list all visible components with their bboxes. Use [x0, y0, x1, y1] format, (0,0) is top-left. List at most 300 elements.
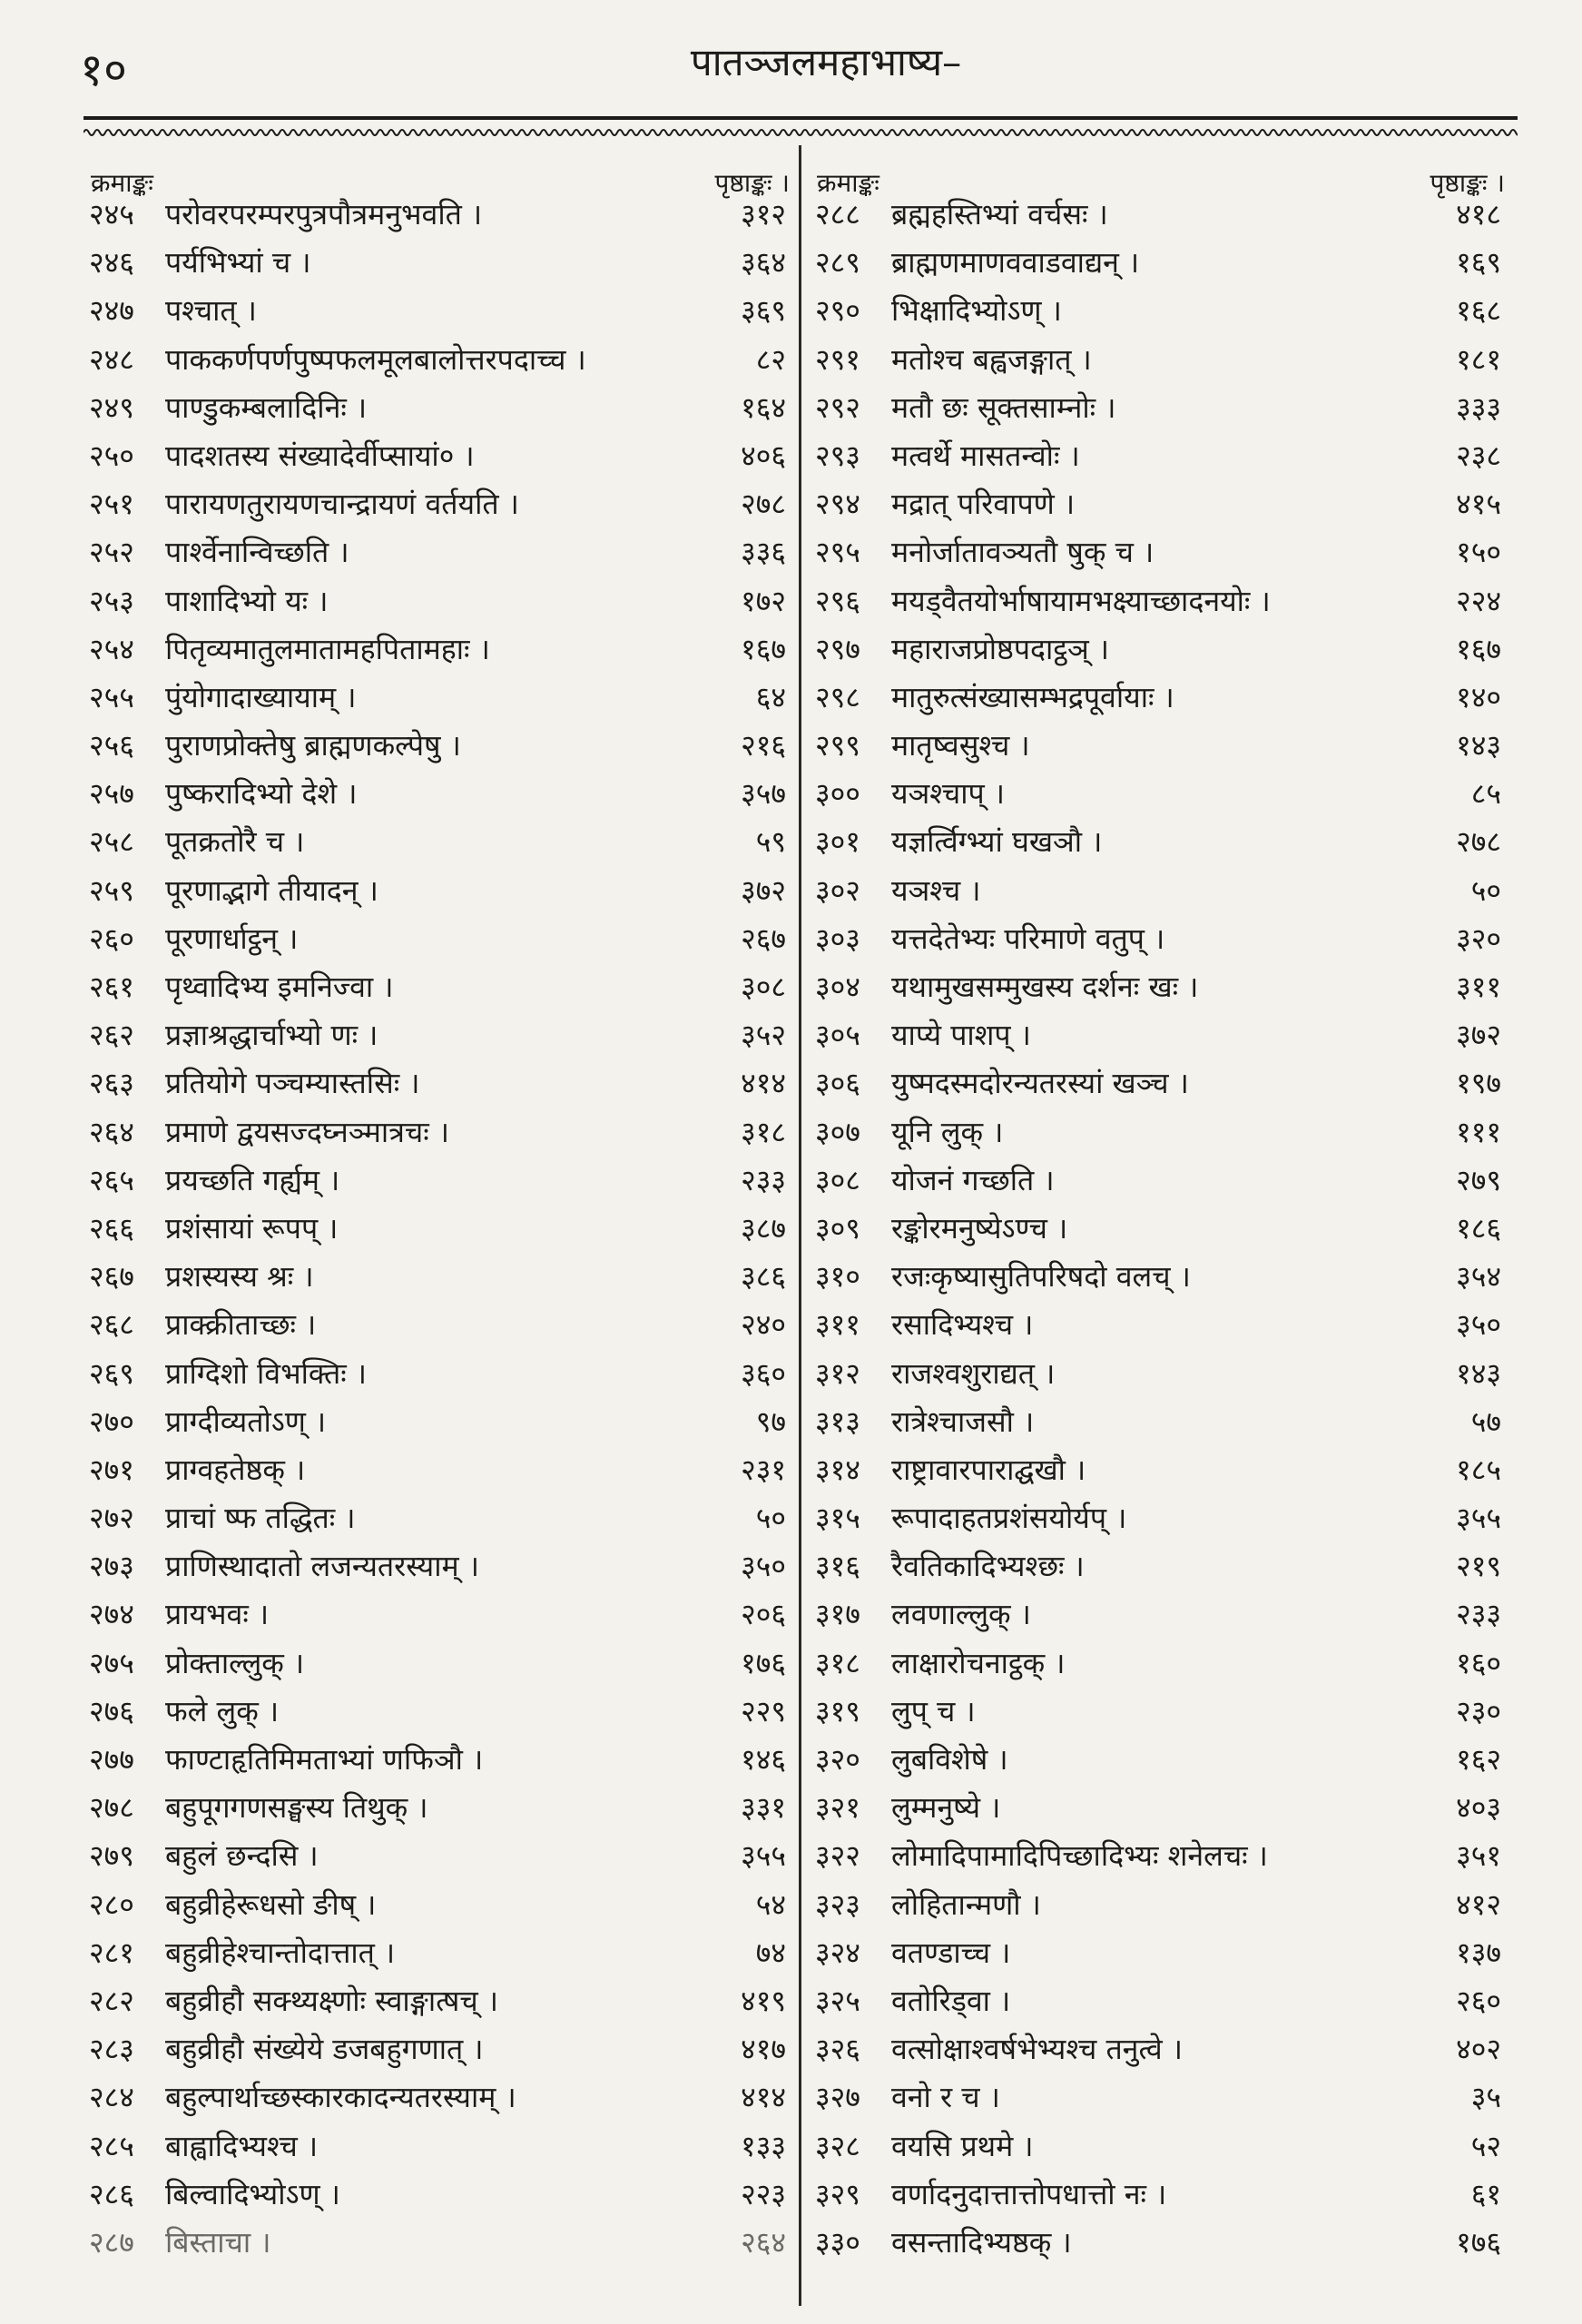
entry-number: २६२: [89, 1018, 134, 1053]
entry-sutra: पर्यभिभ्यां च ।: [165, 245, 311, 281]
entry-page: ३६४: [741, 245, 786, 281]
index-entry: [84, 818, 802, 866]
index-entry: [810, 336, 1518, 384]
entry-number: ३१३: [815, 1403, 860, 1439]
index-entry: [84, 1832, 802, 1880]
index-entry: [810, 2073, 1518, 2122]
entry-sutra: प्राचां ष्फ तद्धितः ।: [165, 1501, 356, 1536]
index-entry: [810, 287, 1518, 335]
entry-sutra: लोहितान्मणौ ।: [891, 1886, 1041, 1922]
entry-number: २९८: [815, 679, 860, 714]
serial-header: क्रमाङ्कः: [817, 168, 879, 198]
entry-page: २३८: [1456, 438, 1501, 473]
entry-sutra: मतौ छः सूक्तसाम्नोः ।: [891, 389, 1116, 425]
index-entry: [84, 1688, 802, 1736]
entry-number: २४८: [89, 341, 134, 377]
entry-sutra: पारायणतुरायणचान्द्रायणं वर्तयति ।: [165, 487, 519, 522]
entry-page: ८५: [1470, 776, 1501, 812]
entry-sutra: बहुल्पार्थाच्छस्कारकादन्यतरस्याम् ।: [165, 2080, 516, 2115]
index-entry: [84, 480, 802, 528]
entry-page: १४०: [1456, 679, 1501, 714]
entry-number: २९९: [815, 728, 860, 763]
entry-sutra: पुष्करादिभ्यो देशे ।: [165, 776, 358, 812]
index-entry: [810, 239, 1518, 287]
entry-number: २६८: [89, 1307, 134, 1343]
entry-page: ३३६: [741, 535, 786, 570]
entry-page: ४१५: [1456, 487, 1501, 522]
entry-sutra: महाराजप्रोष्ठपदाट्ठञ् ।: [891, 631, 1110, 666]
entry-number: २७१: [89, 1452, 134, 1487]
entry-number: २४५: [89, 197, 134, 231]
entry-page: २१९: [1456, 1549, 1501, 1584]
entry-sutra: मातुरुत्संख्यासम्भद्रपूर्वायाः ।: [891, 679, 1174, 714]
entry-number: २७८: [89, 1790, 134, 1826]
entry-sutra: मतोश्च बह्वजङ्गात् ।: [891, 341, 1092, 377]
index-entry: [84, 239, 802, 287]
running-title: पातञ्जलमहाभाष्य–: [690, 40, 962, 84]
entry-number: २७९: [89, 1838, 134, 1874]
entry-number: ३१६: [815, 1549, 860, 1584]
index-entry: [810, 1832, 1518, 1880]
page-number: १०: [80, 44, 127, 96]
entry-page: ३१८: [741, 1114, 786, 1149]
index-entry: [810, 1205, 1518, 1253]
entry-number: २८८: [815, 197, 860, 231]
index-entry: [84, 722, 802, 770]
entry-number: ३०२: [815, 872, 860, 908]
entry-number: २६३: [89, 1066, 134, 1101]
entry-sutra: लुबविशेषे ।: [891, 1742, 1008, 1777]
entry-number: २५६: [89, 728, 134, 763]
entry-page: ९७: [755, 1403, 786, 1439]
entry-page: १३३: [741, 2128, 786, 2163]
index-entry: [84, 1640, 802, 1688]
entry-page: ८२: [755, 341, 786, 377]
entry-sutra: ब्राह्मणमाणववाडवाद्यन् ।: [891, 245, 1140, 281]
entry-number: २९१: [815, 341, 860, 377]
entry-number: २६०: [89, 921, 134, 956]
entry-number: ३१७: [815, 1597, 860, 1632]
entry-page: ३२०: [1456, 921, 1501, 956]
entry-sutra: लुम्मनुष्ये ।: [891, 1790, 1001, 1826]
entry-number: ३०१: [815, 824, 860, 860]
entry-page: २३३: [1456, 1597, 1501, 1632]
entry-number: २४६: [89, 245, 134, 281]
entry-number: २७५: [89, 1645, 134, 1680]
entry-number: ३१२: [815, 1355, 860, 1391]
entry-page: २३०: [1456, 1693, 1501, 1728]
index-entry: [810, 2171, 1518, 2219]
entry-page: ४१९: [741, 1983, 786, 2018]
entry-page: २६४: [741, 2224, 786, 2260]
entry-sutra: प्रशंसायां रूपप् ।: [165, 1210, 339, 1246]
entry-page: ३५७: [741, 776, 786, 812]
entry-number: २४७: [89, 293, 134, 329]
index-entry: [84, 1590, 802, 1639]
entry-page: १६८: [1456, 293, 1501, 329]
index-entry: [84, 770, 802, 818]
entry-number: २७२: [89, 1501, 134, 1536]
left-rows: [84, 191, 802, 2267]
entry-page: ३६०: [741, 1355, 786, 1391]
entry-sutra: रजःकृष्यासुतिपरिषदो वलच् ।: [891, 1259, 1191, 1295]
entry-page: ५७: [1470, 1403, 1501, 1439]
index-entry: [810, 770, 1518, 818]
entry-page: ४१७: [741, 2032, 786, 2067]
entry-sutra: ब्रह्महस्तिभ्यां वर्चसः ।: [891, 197, 1108, 231]
index-entry: [810, 1398, 1518, 1446]
entry-sutra: प्राक्क्रीताच्छः ।: [165, 1307, 317, 1343]
entry-page: ४१४: [741, 2080, 786, 2115]
entry-sutra: पूतक्रतोरै च ।: [165, 824, 305, 860]
entry-page: ५९: [755, 824, 786, 860]
entry-number: ३०७: [815, 1114, 860, 1149]
index-entry: [810, 384, 1518, 432]
entry-sutra: वनो र च ।: [891, 2080, 1000, 2115]
entry-page: ३५०: [1456, 1307, 1501, 1343]
entry-number: २९६: [815, 583, 860, 618]
entry-sutra: लुप् च ।: [891, 1693, 976, 1728]
index-entry: [810, 818, 1518, 866]
entry-page: २२३: [741, 2176, 786, 2211]
entry-page: १६०: [1456, 1645, 1501, 1680]
entry-number: २८४: [89, 2080, 134, 2115]
index-entry: [84, 1011, 802, 1059]
entry-sutra: मनोर्जातावञ्यतौ षुक् च ।: [891, 535, 1155, 570]
entry-sutra: योजनं गच्छति ।: [891, 1162, 1055, 1197]
entry-page: १३७: [1456, 1935, 1501, 1970]
entry-sutra: वर्णादनुदात्तात्तोपधात्तो नः ।: [891, 2176, 1167, 2211]
entry-number: २४९: [89, 389, 134, 425]
entry-number: २५१: [89, 487, 134, 522]
index-entry: [810, 1011, 1518, 1059]
entry-page: १७६: [741, 1645, 786, 1680]
entry-page: २७८: [1456, 824, 1501, 860]
entry-number: ३१०: [815, 1259, 860, 1295]
index-entry: [810, 625, 1518, 674]
index-entry: [84, 1977, 802, 2025]
index-entry: [84, 1494, 802, 1542]
entry-number: ३२३: [815, 1886, 860, 1922]
entry-number: २५७: [89, 776, 134, 812]
index-entry: [84, 2025, 802, 2073]
entry-number: ३०९: [815, 1210, 860, 1246]
entry-page: १४६: [741, 1742, 786, 1777]
entry-sutra: पुंयोगादाख्यायाम् ।: [165, 679, 357, 714]
entry-number: २८७: [89, 2224, 134, 2260]
index-entry: [810, 1494, 1518, 1542]
entry-page: ३३३: [1456, 389, 1501, 425]
entry-number: २८२: [89, 1983, 134, 2018]
entry-number: ३२०: [815, 1742, 860, 1777]
entry-page: १४३: [1456, 728, 1501, 763]
entry-page: २७९: [1456, 1162, 1501, 1197]
entry-sutra: बहुव्रीहौ संख्येये डजबहुगणात् ।: [165, 2032, 484, 2067]
entry-number: २५४: [89, 631, 134, 666]
entry-sutra: पितृव्यमातुलमातामहपितामहाः ।: [165, 631, 490, 666]
index-entry: [810, 1542, 1518, 1590]
entry-sutra: प्रमाणे द्वयसज्दघ्नञ्मात्रचः ।: [165, 1114, 449, 1149]
entry-page: १५०: [1456, 535, 1501, 570]
entry-sutra: पश्चात् ।: [165, 293, 257, 329]
index-entry: [84, 1253, 802, 1301]
entry-page: ४१८: [1456, 197, 1501, 231]
index-entry: [810, 432, 1518, 480]
entry-page: ३५०: [741, 1549, 786, 1584]
index-entry: [810, 674, 1518, 722]
index-entry: [84, 384, 802, 432]
entry-number: ३३०: [815, 2224, 860, 2260]
entry-number: ३२४: [815, 1935, 860, 1970]
entry-sutra: युष्मदस्मदोरन्यतरस्यां खञ्च ।: [891, 1066, 1189, 1101]
entry-number: ३१४: [815, 1452, 860, 1487]
serial-header: क्रमाङ्कः: [91, 168, 153, 198]
entry-sutra: पृथ्वादिभ्य इमनिज्वा ।: [165, 970, 394, 1004]
index-entry: [84, 1881, 802, 1929]
entry-sutra: बिस्ताचा ।: [165, 2224, 271, 2260]
entry-page: १७६: [1456, 2224, 1501, 2260]
entry-sutra: रात्रेश्चाजसौ ।: [891, 1403, 1035, 1439]
entry-number: ३२८: [815, 2128, 860, 2163]
index-entry: [810, 1590, 1518, 1639]
entry-number: ३१५: [815, 1501, 860, 1536]
entry-page: ३७२: [1456, 1018, 1501, 1053]
entry-number: ३२६: [815, 2032, 860, 2067]
entry-page: २३३: [741, 1162, 786, 1197]
entry-sutra: प्रज्ञाश्रद्धार्चाभ्यो णः ।: [165, 1018, 378, 1053]
entry-sutra: लाक्षारोचनाट्ठक् ।: [891, 1645, 1066, 1680]
entry-number: २९७: [815, 631, 860, 666]
entry-sutra: रसादिभ्यश्च ।: [891, 1307, 1034, 1343]
index-entry: [810, 480, 1518, 528]
entry-number: ३०३: [815, 921, 860, 956]
page-header-label: पृष्ठाङ्कः ।: [714, 168, 790, 198]
entry-sutra: पार्श्वेनान्विच्छति ।: [165, 535, 349, 570]
entry-number: २८६: [89, 2176, 134, 2211]
entry-number: २७०: [89, 1403, 134, 1439]
entry-page: ५२: [1470, 2128, 1501, 2163]
index-entry: [810, 577, 1518, 625]
entry-number: २६५: [89, 1162, 134, 1197]
entry-number: २६१: [89, 970, 134, 1004]
header-rule: [84, 116, 1518, 120]
entry-number: २७६: [89, 1693, 134, 1728]
index-entry: [810, 1350, 1518, 1398]
entry-sutra: वतण्डाच्च ।: [891, 1935, 1011, 1970]
entry-number: ३२२: [815, 1838, 860, 1874]
entry-sutra: यञश्चाप् ।: [891, 776, 1005, 812]
entry-page: ३५५: [1456, 1501, 1501, 1536]
index-entry: [810, 1977, 1518, 2025]
entry-sutra: पाशादिभ्यो यः ।: [165, 583, 329, 618]
entry-number: २६७: [89, 1259, 134, 1295]
index-entry: [84, 1301, 802, 1349]
index-entry: [810, 1929, 1518, 1977]
index-entry: [84, 1446, 802, 1494]
right-rows: [810, 191, 1518, 2267]
index-entry: [810, 1640, 1518, 1688]
index-entry: [84, 674, 802, 722]
entry-number: २७७: [89, 1742, 134, 1777]
index-entry: [84, 1108, 802, 1157]
entry-page: ७४: [755, 1935, 786, 1970]
entry-sutra: बिल्वादिभ्योऽण् ।: [165, 2176, 340, 2211]
index-entry: [84, 1157, 802, 1205]
column-divider: [799, 145, 801, 2306]
index-entry: [84, 1784, 802, 1832]
entry-number: २५०: [89, 438, 134, 473]
entry-page: ३११: [1456, 970, 1501, 1004]
entry-sutra: पाण्डुकम्बलादिनिः ।: [165, 389, 368, 425]
entry-number: ३२९: [815, 2176, 860, 2211]
index-columns: [84, 136, 1518, 2306]
entry-sutra: प्रयच्छति गर्ह्यम् ।: [165, 1162, 340, 1197]
index-entry: [810, 1736, 1518, 1784]
entry-number: ३२१: [815, 1790, 860, 1826]
entry-number: २५५: [89, 679, 134, 714]
entry-number: २९२: [815, 389, 860, 425]
index-entry: [810, 1157, 1518, 1205]
index-entry: [84, 577, 802, 625]
index-entry: [84, 1929, 802, 1977]
entry-page: २४०: [741, 1307, 786, 1343]
index-entry: [84, 1350, 802, 1398]
entry-page: ३५१: [1456, 1838, 1501, 1874]
index-entry: [84, 432, 802, 480]
entry-number: ३०४: [815, 970, 860, 1004]
entry-number: ३२७: [815, 2080, 860, 2115]
index-entry: [84, 287, 802, 335]
index-entry: [84, 528, 802, 576]
index-entry: [810, 1446, 1518, 1494]
entry-sutra: यज्ञर्त्विग्भ्यां घखञौ ।: [891, 824, 1103, 860]
entry-sutra: पुराणप्रोक्तेषु ब्राह्मणकल्पेषु ।: [165, 728, 461, 763]
entry-number: २८९: [815, 245, 860, 281]
entry-page: २३१: [741, 1452, 786, 1487]
entry-number: २६४: [89, 1114, 134, 1149]
entry-page: १६४: [741, 389, 786, 425]
entry-sutra: बहुव्रीहेश्चान्तोदात्तात् ।: [165, 1935, 396, 1970]
entry-sutra: प्रायभवः ।: [165, 1597, 270, 1632]
index-entry: [810, 963, 1518, 1011]
index-entry: [810, 2025, 1518, 2073]
left-column-header: [84, 136, 802, 198]
index-entry: [810, 915, 1518, 963]
entry-sutra: प्राणिस्थादातो लजन्यतरस्याम् ।: [165, 1549, 479, 1584]
entry-page: २७८: [741, 487, 786, 522]
entry-page: ३६९: [741, 293, 786, 329]
entry-page: २२४: [1456, 583, 1501, 618]
entry-page: ३५४: [1456, 1259, 1501, 1295]
entry-sutra: बहुव्रीहौ सक्थ्यक्ष्णोः स्वाङ्गात्षच् ।: [165, 1983, 498, 2018]
index-entry: [84, 1736, 802, 1784]
index-entry: [84, 336, 802, 384]
index-entry: [810, 191, 1518, 239]
entry-sutra: पाककर्णपर्णपुष्पफलमूलबालोत्तरपदाच्च ।: [165, 341, 586, 377]
index-entry: [84, 2122, 802, 2171]
entry-sutra: बहुपूगगणसङ्घस्य तिथुक् ।: [165, 1790, 428, 1826]
entry-page: ३५२: [741, 1018, 786, 1053]
entry-page: १६२: [1456, 1742, 1501, 1777]
entry-page: ४०६: [741, 438, 786, 473]
entry-number: ३११: [815, 1307, 860, 1343]
entry-sutra: लोमादिपामादिपिच्छादिभ्यः शनेलचः ।: [891, 1838, 1268, 1874]
entry-page: २१६: [741, 728, 786, 763]
entry-number: २८०: [89, 1886, 134, 1922]
entry-number: २९०: [815, 293, 860, 329]
index-entry: [810, 867, 1518, 915]
index-entry: [84, 2171, 802, 2219]
entry-number: २७४: [89, 1597, 134, 1632]
entry-sutra: प्रोक्ताल्लुक् ।: [165, 1645, 305, 1680]
entry-sutra: राजश्वशुराद्यत् ।: [891, 1355, 1056, 1391]
entry-sutra: यञश्च ।: [891, 872, 981, 908]
entry-page: ३८६: [741, 1259, 786, 1295]
entry-sutra: राष्ट्रावारपाराद्घखौ ।: [891, 1452, 1086, 1487]
entry-page: १६७: [741, 631, 786, 666]
index-entry: [810, 528, 1518, 576]
entry-page: ५०: [1470, 872, 1501, 908]
index-entry: [810, 1784, 1518, 1832]
index-entry: [810, 1301, 1518, 1349]
entry-page: ३१२: [741, 197, 786, 231]
entry-sutra: पादशतस्य संख्यादेर्वीप्सायां० ।: [165, 438, 475, 473]
index-entry: [84, 1398, 802, 1446]
entry-page: ४०३: [1456, 1790, 1501, 1826]
right-column: [810, 136, 1518, 2306]
left-column: [84, 136, 802, 2306]
entry-sutra: भिक्षादिभ्योऽण् ।: [891, 293, 1062, 329]
entry-page: ६४: [755, 679, 786, 714]
entry-page: ५०: [755, 1501, 786, 1536]
entry-sutra: मयड्वैतयोर्भाषायामभक्ष्याच्छादनयोः ।: [891, 583, 1271, 618]
entry-sutra: यत्तदेतेभ्यः परिमाणे वतुप् ।: [891, 921, 1165, 956]
entry-page: १७२: [741, 583, 786, 618]
entry-number: ३१९: [815, 1693, 860, 1728]
entry-number: ३००: [815, 776, 860, 812]
entry-number: २५८: [89, 824, 134, 860]
entry-page: ३७२: [741, 872, 786, 908]
entry-page: ३८७: [741, 1210, 786, 1246]
entry-page: ३०८: [741, 970, 786, 1004]
entry-sutra: पूरणार्धाट्ठन् ।: [165, 921, 299, 956]
index-entry: [84, 867, 802, 915]
entry-sutra: वयसि प्रथमे ।: [891, 2128, 1034, 2163]
entry-page: ४१४: [741, 1066, 786, 1101]
entry-page: ५४: [755, 1886, 786, 1922]
index-entry: [84, 1542, 802, 1590]
entry-page: २०६: [741, 1597, 786, 1632]
entry-sutra: मत्वर्थे मासतन्वोः ।: [891, 438, 1080, 473]
right-column-header: [810, 136, 1518, 198]
entry-page: २६७: [741, 921, 786, 956]
entry-page: २२९: [741, 1693, 786, 1728]
entry-sutra: याप्ये पाशप् ।: [891, 1018, 1031, 1053]
index-entry: [84, 1205, 802, 1253]
entry-number: २९५: [815, 535, 860, 570]
entry-page: ४१२: [1456, 1886, 1501, 1922]
entry-page: ३५५: [741, 1838, 786, 1874]
entry-number: ३०५: [815, 1018, 860, 1053]
index-entry: [810, 722, 1518, 770]
entry-page: १६७: [1456, 631, 1501, 666]
index-entry: [810, 1059, 1518, 1108]
entry-sutra: यूनि लुक् ।: [891, 1114, 1004, 1149]
entry-sutra: प्राग्दिशो विभक्तिः ।: [165, 1355, 368, 1391]
entry-number: २६९: [89, 1355, 134, 1391]
entry-sutra: प्रतियोगे पञ्चम्यास्तसिः ।: [165, 1066, 420, 1101]
entry-number: ३१८: [815, 1645, 860, 1680]
